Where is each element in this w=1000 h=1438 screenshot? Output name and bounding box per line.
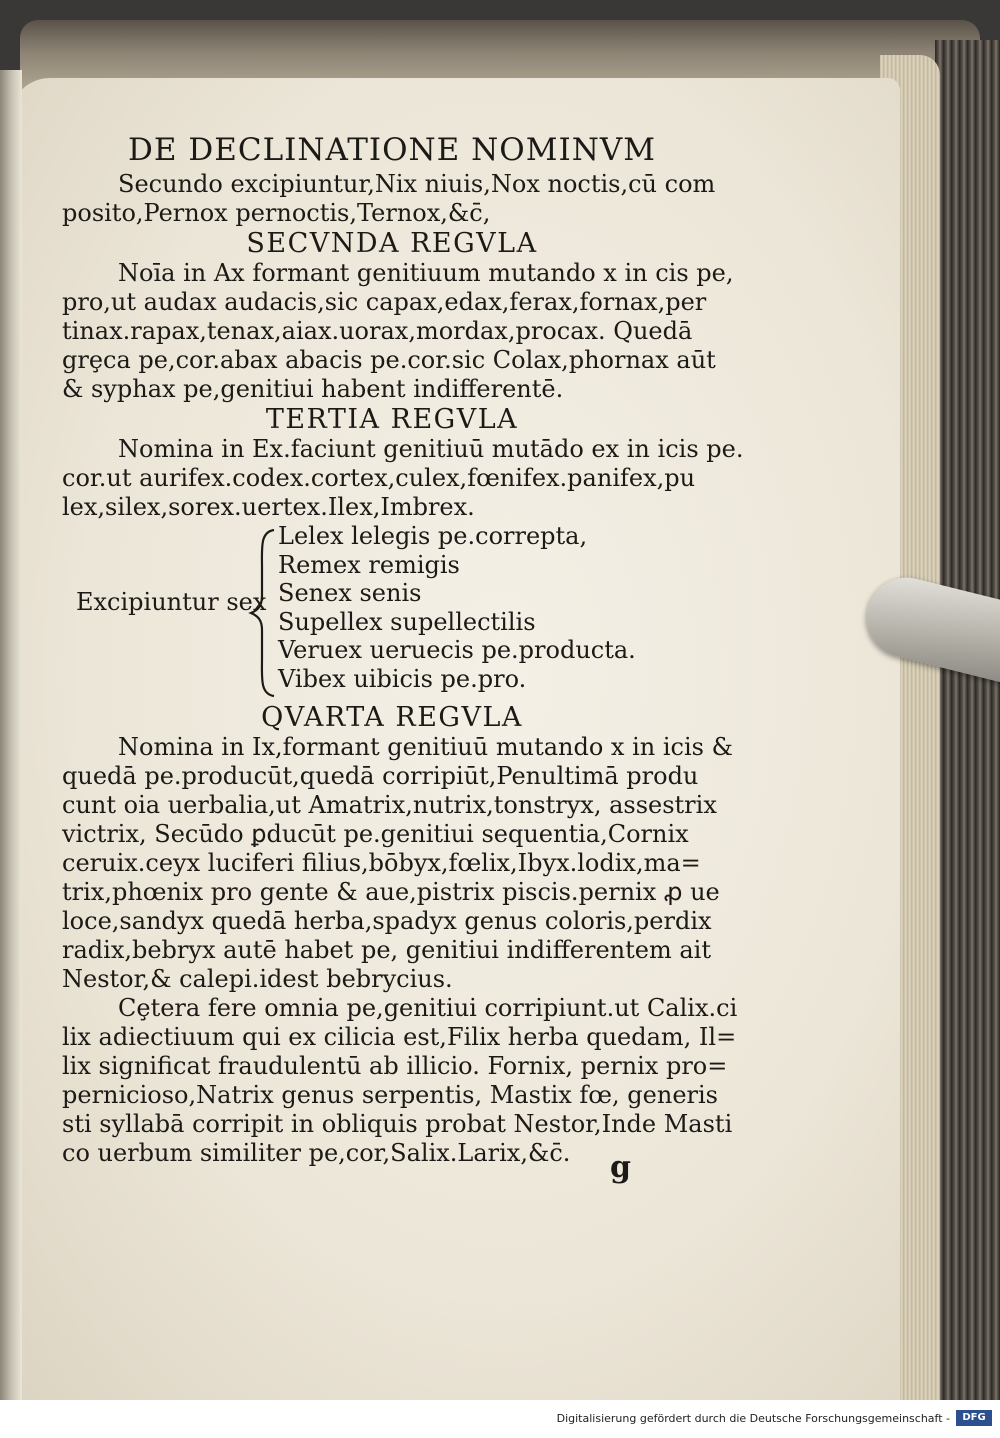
exceptions-block	[62, 522, 722, 702]
exceptions-label: Excipiuntur sex	[76, 588, 267, 616]
text-line: radix,bebryx autē habet pe, genitiui indifferentem ait	[62, 936, 711, 964]
footer-text: Digitalisierung gefördert durch die Deutsche Forschungsgemeinschaft -	[556, 1412, 950, 1425]
page-gutter	[0, 70, 22, 1400]
text-line: ceruix.ceyx luciferi filius,bōbyx,fœlix,Ibyx.lodix,ma=	[62, 849, 701, 877]
exceptions-list	[278, 522, 636, 693]
list-item: Senex senis	[278, 579, 422, 607]
text-line: Nomina in Ex.faciunt genitiuū mutādo ex in icis pe.	[118, 435, 744, 463]
text-line: Cȩtera fere omnia pe,genitiui corripiunt.ut Calix.ci	[118, 994, 738, 1022]
rule-title: QVARTA REGVLA	[261, 702, 523, 733]
rule-title: TERTIA REGVLA	[265, 404, 519, 435]
list-item: Lelex lelegis pe.correpta,	[278, 522, 588, 550]
text-line: cunt oia uerbalia,ut Amatrix,nutrix,tonstryx, assestrix	[62, 791, 717, 819]
list-item: Vibex uibicis pe.pro.	[278, 664, 527, 693]
rule-title: SECVNDA REGVLA	[246, 228, 538, 259]
text-line: loce,sandyx quedā herba,spadyx genus coloris,perdix	[62, 907, 712, 935]
page-heading: DE DECLINATIONE NOMINVM	[128, 132, 656, 168]
list-item: Supellex supellectilis	[278, 607, 536, 636]
text-line: tinax.rapax,tenax,aiax.uorax,mordax,procax. Quedā	[62, 317, 693, 345]
text-line: lex,silex,sorex.uertex.Ilex,Imbrex.	[62, 493, 475, 521]
page-text	[62, 130, 744, 1168]
text-line: grȩca pe,cor.abax abacis pe.cor.sic Colax,phornax aūt	[62, 346, 716, 374]
text-line: quedā pe.producūt,quedā corripiūt,Penultimā produ	[62, 762, 699, 790]
book-binding	[935, 40, 1000, 1400]
signature-mark: g	[610, 1150, 631, 1185]
brace-icon	[248, 528, 278, 698]
text-line: pro,ut audax audacis,sic capax,edax,ferax,fornax,per	[62, 288, 707, 316]
text-line: Secundo excipiuntur,Nix niuis,Nox noctis,cū com	[118, 170, 716, 198]
text-line: lix adiectiuum qui ex cilicia est,Filix herba quedam, Il=	[62, 1023, 737, 1051]
text-line: victrix, Secūdo ꝑducūt pe.genitiui sequentia,Cornix	[62, 820, 689, 848]
text-line: sti syllabā corripit in obliquis probat Nestor,Inde Masti	[62, 1110, 733, 1138]
list-item: Remex remigis	[278, 550, 460, 579]
text-line: pernicioso,Natrix genus serpentis, Mastix fœ, generis	[62, 1081, 718, 1109]
text-line: & syphax pe,genitiui habent indifferentē.	[62, 375, 564, 403]
text-line: co uerbum similiter pe,cor,Salix.Larix,&c̄.	[62, 1139, 571, 1167]
text-line: cor.ut aurifex.codex.cortex,culex,fœnifex.panifex,pu	[62, 464, 696, 492]
text-line: trix,phœnix pro gente & aue,pistrix piscis.pernix ꝓ ue	[62, 878, 720, 906]
text-line: Noīa in Ax formant genitiuum mutando x in cis pe,	[118, 259, 734, 287]
text-line: lix significat fraudulentū ab illicio. Fornix, pernix pro=	[62, 1052, 728, 1080]
list-item: Veruex ueruecis pe.producta.	[278, 636, 636, 664]
text-line: Nestor,& calepi.idest bebrycius.	[62, 965, 453, 993]
text-line: posito,Pernox pernoctis,Ternox,&c̄,	[62, 199, 491, 227]
text-line: Nomina in Ix,formant genitiuū mutando x in icis &	[118, 733, 733, 761]
dfg-logo: DFG	[956, 1410, 992, 1426]
footer-bar	[0, 1400, 1000, 1438]
